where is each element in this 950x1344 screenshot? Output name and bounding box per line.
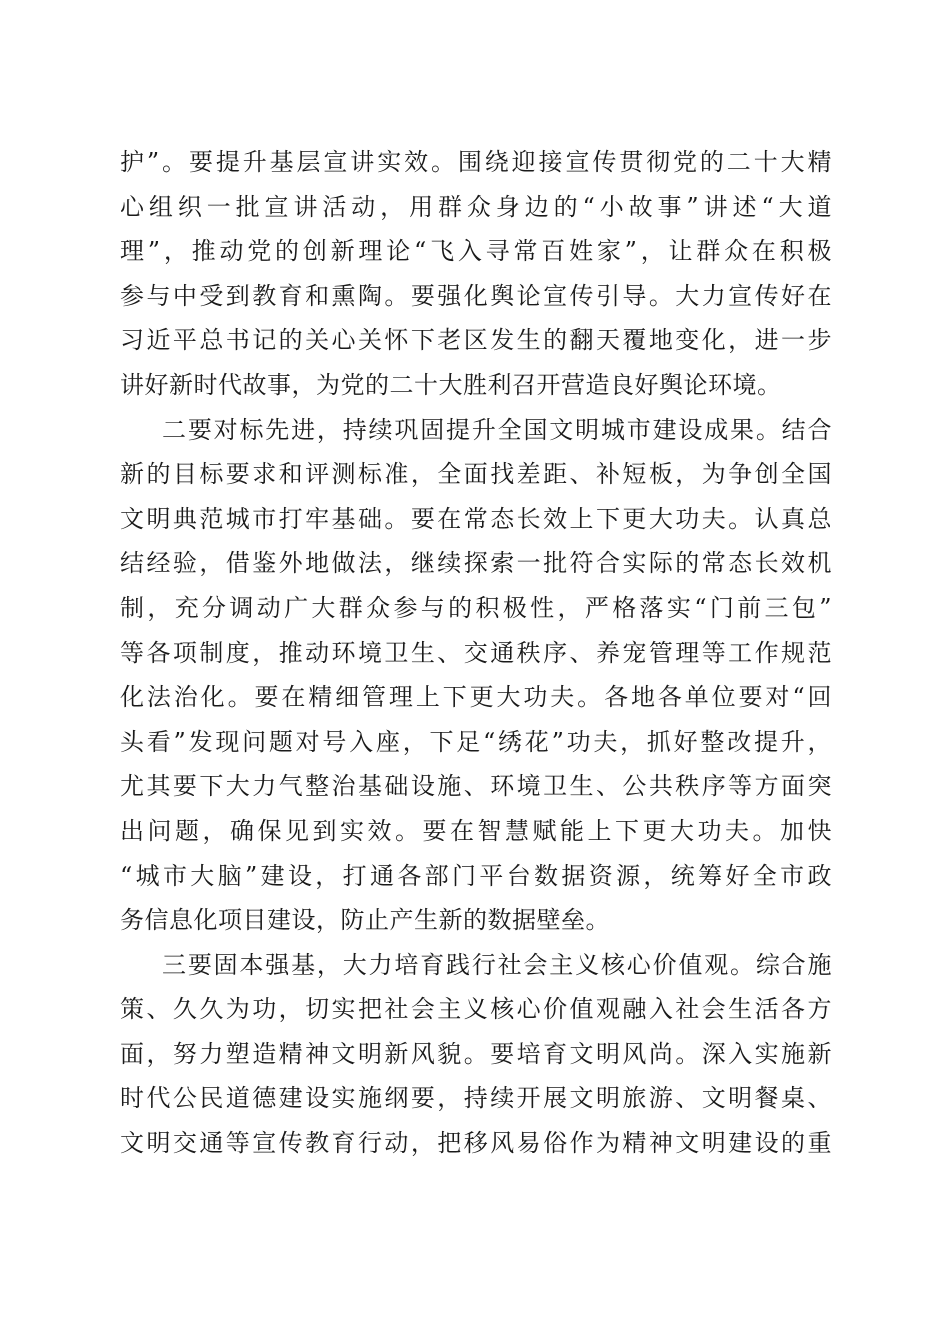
text-line: 面，努力塑造精神文明新风貌。要培育文明风尚。深入实施新 [120,1039,832,1068]
text-line: 制，充分调动广大群众参与的积极性，严格落实“门前三包” [120,593,832,622]
text-line: 头看”发现问题对号入座，下足“绣花”功夫，抓好整改提升， [120,727,832,756]
text-line: 理”，推动党的创新理论“飞入寻常百姓家”，让群众在积极 [120,237,832,266]
text-line: 出问题，确保见到实效。要在智慧赋能上下更大功夫。加快 [120,816,832,845]
body-text [120,140,832,1166]
text-line: 新的目标要求和评测标准，全面找差距、补短板，为争创全国 [120,460,832,489]
text-line: 策、久久为功，切实把社会主义核心价值观融入社会生活各方 [120,995,832,1024]
text-line: 等各项制度，推动环境卫生、交通秩序、养宠管理等工作规范 [120,638,832,667]
text-line: 时代公民道德建设实施纲要，持续开展文明旅游、文明餐桌、 [120,1084,832,1113]
text-line: 参与中受到教育和熏陶。要强化舆论宣传引导。大力宣传好在 [120,281,832,310]
text-line: 务信息化项目建设，防止产生新的数据壁垒。 [120,906,610,935]
text-line: “城市大脑”建设，打通各部门平台数据资源，统筹好全市政 [120,861,832,890]
text-line: 化法治化。要在精细管理上下更大功夫。各地各单位要对“回 [120,683,832,712]
text-line: 尤其要下大力气整治基础设施、环境卫生、公共秩序等方面突 [120,772,832,801]
text-line: 讲好新时代故事，为党的二十大胜利召开营造良好舆论环境。 [120,370,782,399]
text-line: 心组织一批宣讲活动，用群众身边的“小故事”讲述“大道 [120,192,832,221]
text-line: 结经验，借鉴外地做法，继续探索一批符合实际的常态长效机 [120,549,832,578]
text-line: 护”。要提升基层宣讲实效。围绕迎接宣传贯彻党的二十大精 [120,148,832,176]
paragraph-start-line: 二要对标先进，持续巩固提升全国文明城市建设成果。结合 [162,415,832,444]
text-line: 习近平总书记的关心关怀下老区发生的翻天覆地变化，进一步 [120,326,832,355]
text-line: 文明典范城市打牢基础。要在常态长效上下更大功夫。认真总 [120,504,832,533]
paragraph-start-line: 三要固本强基，大力培育践行社会主义核心价值观。综合施 [162,950,832,979]
text-line: 文明交通等宣传教育行动，把移风易俗作为精神文明建设的重 [120,1129,832,1158]
